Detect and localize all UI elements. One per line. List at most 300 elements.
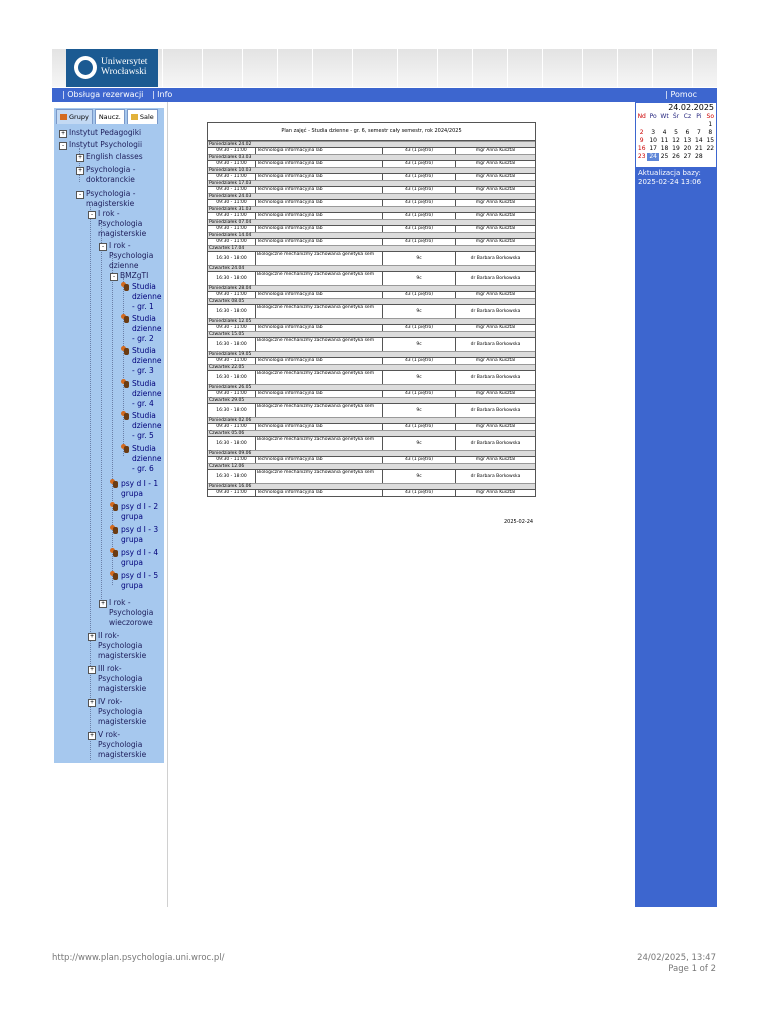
calendar-weekday: Nd [637, 113, 646, 120]
schedule-subject: Technologia informacyjna lab [255, 490, 382, 496]
schedule-subject: Technologia informacyjna lab [255, 161, 382, 167]
schedule-row[interactable] [208, 337, 535, 351]
schedule-room: 43 (1 piętro) [382, 161, 455, 167]
tree-node-label: IV rok- Psychologia magisterskie [98, 697, 147, 726]
group-icon [121, 411, 130, 420]
schedule-subject: Technologia informacyjna lab [255, 148, 382, 154]
schedule-day-header: Poniedziałek 24.03 [208, 193, 535, 199]
calendar-day[interactable]: 28 [695, 153, 703, 160]
tree-node-label: psy d I - 2 grupa [121, 502, 159, 521]
schedule-subject: Technologia informacyjna lab [255, 239, 382, 245]
calendar-current-date: 24.02.2025 [668, 103, 714, 112]
schedule-time: 09:30 - 11:00 [216, 358, 247, 363]
schedule-time: 16:30 - 18:00 [216, 441, 247, 446]
tree-node-i-rok-dzienne[interactable] [99, 241, 161, 271]
schedule-time: 09:30 - 11:00 [216, 292, 247, 297]
schedule-room: 9c [382, 470, 455, 483]
schedule-subject: Biologiczne mechanizmy zachowania genetyka sem [255, 272, 382, 285]
schedule-teacher: dr Barbara Borkowska [455, 371, 535, 384]
calendar-day[interactable]: 8 [708, 129, 713, 136]
tree-node-label: Psychologia - doktoranckie [86, 165, 136, 184]
schedule-room: 43 (1 piętro) [382, 358, 455, 364]
tree-node-bmzgti[interactable] [110, 271, 160, 281]
schedule-teacher: mgr Anna Kusztal [455, 213, 535, 219]
schedule-subject: Technologia informacyjna lab [255, 226, 382, 232]
schedule-day-header: Czwartek 05.06 [208, 430, 535, 436]
calendar-day[interactable]: 24 [649, 153, 657, 160]
schedule-teacher: mgr Anna Kusztal [455, 424, 535, 430]
calendar-weekday: Po [649, 113, 657, 120]
schedule-row[interactable] [208, 489, 535, 496]
expand-icon[interactable]: + [88, 666, 96, 674]
calendar-day[interactable]: 17 [649, 145, 657, 152]
schedule-day-header: Czwartek 22.05 [208, 364, 535, 370]
schedule-row[interactable] [208, 251, 535, 265]
calendar-day [705, 153, 716, 161]
schedule-time: 16:30 - 18:00 [216, 474, 247, 479]
group-icon [110, 479, 119, 488]
groups-sidebar [54, 108, 164, 763]
schedule-row[interactable] [208, 370, 535, 384]
schedule-room: 9c [382, 437, 455, 450]
banner-stripe [437, 49, 438, 87]
expand-icon[interactable]: + [76, 167, 84, 175]
tree-node-psychologia-magisterskie[interactable] [76, 189, 162, 209]
schedule-subject: Technologia informacyjna lab [255, 213, 382, 219]
schedule-row[interactable] [208, 173, 535, 180]
schedule-row[interactable] [208, 199, 535, 206]
schedule-room: 43 (1 piętro) [382, 226, 455, 232]
schedule-room: 9c [382, 338, 455, 351]
calendar-day[interactable]: 20 [683, 145, 692, 152]
schedule-room: 43 (1 piętro) [382, 239, 455, 245]
calendar-day[interactable]: 19 [672, 145, 680, 152]
calendar-day [682, 121, 693, 129]
footer-url: http://www.plan.psychologia.uni.wroc.pl/ [52, 953, 225, 963]
menu-help-link[interactable]: | Pomoc [665, 90, 697, 99]
calendar-day[interactable]: 21 [695, 145, 703, 152]
tab-rooms[interactable] [127, 109, 158, 124]
group-icon [121, 444, 130, 453]
tree-node-label: psy d I - 1 grupa [121, 479, 159, 498]
schedule-subject: Biologiczne mechanizmy zachowania genetyka sem [255, 437, 382, 450]
banner-stripe [352, 49, 353, 87]
expand-icon[interactable]: + [88, 732, 96, 740]
schedule-body [208, 141, 535, 496]
tree-node-label: Psychologia - magisterskie [86, 189, 136, 208]
schedule-time: 09:30 - 11:00 [216, 391, 247, 396]
calendar-day[interactable]: 6 [685, 129, 690, 136]
tree-node-gr-4[interactable] [121, 379, 161, 409]
schedule-subject: Technologia informacyjna lab [255, 457, 382, 463]
schedule-time: 16:30 - 18:00 [216, 375, 247, 380]
schedule-subject: Biologiczne mechanizmy zachowania genetyka sem [255, 470, 382, 483]
schedule-time: 16:30 - 18:00 [216, 342, 247, 347]
schedule-day-header: Czwartek 08.05 [208, 298, 535, 304]
calendar-day[interactable]: 18 [660, 145, 669, 152]
schedule-subject: Biologiczne mechanizmy zachowania genetyka sem [255, 305, 382, 318]
schedule-day-header: Poniedziałek 24.02 [208, 141, 535, 147]
schedule-teacher: mgr Anna Kusztal [455, 161, 535, 167]
tree-node-label: I rok - Psychologia wieczorowe [109, 598, 154, 627]
calendar-day [647, 121, 658, 129]
tree-node-psy-d-4[interactable] [110, 548, 160, 568]
calendar-day[interactable]: 16 [637, 145, 646, 152]
calendar-day [659, 121, 670, 129]
schedule-teacher: mgr Anna Kusztal [455, 226, 535, 232]
schedule-subject: Biologiczne mechanizmy zachowania genetyka sem [255, 404, 382, 417]
schedule-teacher: mgr Anna Kusztal [455, 292, 535, 298]
room-icon [131, 114, 138, 120]
banner-stripe [652, 49, 653, 87]
banner-stripe [542, 49, 543, 87]
calendar-day[interactable]: 13 [683, 137, 692, 144]
schedule-teacher: mgr Anna Kusztal [455, 325, 535, 331]
tree-node-label: Instytut Psychologii [69, 140, 143, 149]
schedule-day-header: Poniedziałek 03.03 [208, 154, 535, 160]
calendar-day [693, 121, 704, 129]
university-logo[interactable] [66, 49, 158, 87]
footer-page: Page 1 of 2 [668, 964, 716, 974]
calendar-day[interactable]: 4 [662, 129, 667, 136]
footer-info [637, 953, 716, 975]
top-menu-bar [52, 88, 717, 102]
schedule-time: 09:30 - 11:00 [216, 490, 247, 495]
schedule-day-header: Poniedziałek 26.05 [208, 384, 535, 390]
schedule-row[interactable] [208, 271, 535, 285]
banner-stripe [617, 49, 618, 87]
schedule-teacher: mgr Anna Kusztal [455, 457, 535, 463]
schedule-subject: Biologiczne mechanizmy zachowania genetyka sem [255, 371, 382, 384]
tab-groups[interactable] [56, 109, 93, 124]
tree-node-psy-d-3[interactable] [110, 525, 160, 545]
group-icon [121, 314, 130, 323]
tree-node-instytut-psychologii[interactable] [59, 140, 163, 150]
collapse-icon[interactable]: - [88, 211, 96, 219]
group-icon [110, 502, 119, 511]
schedule-row[interactable] [208, 436, 535, 450]
tree-node-label: English classes [86, 152, 143, 161]
tree-node-label: V rok- Psychologia magisterskie [98, 730, 147, 759]
schedule-day-header: Poniedziałek 17.03 [208, 180, 535, 186]
schedule-title: Plan zajęć - Studia dzienne - gr. 6, semestr cały semestr, rok 2024/2025 [208, 123, 535, 141]
schedule-teacher: mgr Anna Kusztal [455, 490, 535, 496]
schedule-time: 09:30 - 11:00 [216, 161, 247, 166]
schedule-row[interactable] [208, 160, 535, 167]
expand-icon[interactable]: + [59, 130, 67, 138]
schedule-room: 9c [382, 371, 455, 384]
expand-icon[interactable]: + [88, 633, 96, 641]
schedule-room: 43 (1 piętro) [382, 187, 455, 193]
schedule-room: 43 (1 piętro) [382, 457, 455, 463]
schedule-room: 43 (1 piętro) [382, 148, 455, 154]
schedule-day-header: Poniedziałek 31.03 [208, 206, 535, 212]
tree-connector [101, 221, 102, 601]
schedule-room: 43 (1 piętro) [382, 174, 455, 180]
expand-icon[interactable]: + [76, 154, 84, 162]
right-panel [635, 102, 717, 907]
group-icon [121, 346, 130, 355]
schedule-teacher: dr Barbara Borkowska [455, 272, 535, 285]
tree-node-gr-6[interactable] [121, 444, 161, 474]
schedule-row[interactable] [208, 291, 535, 298]
schedule-subject: Technologia informacyjna lab [255, 325, 382, 331]
sidebar-tabs [56, 109, 158, 124]
schedule-time: 16:30 - 18:00 [216, 256, 247, 261]
schedule-day-header: Poniedziałek 28.04 [208, 285, 535, 291]
menu-info-link[interactable]: | Info [151, 90, 173, 99]
schedule-room: 43 (1 piętro) [382, 424, 455, 430]
calendar-weekday: Śr [672, 113, 680, 120]
schedule-room: 9c [382, 272, 455, 285]
tree-node-instytut-pedagogiki[interactable] [59, 128, 163, 138]
calendar-day[interactable]: 12 [672, 137, 680, 144]
calendar-day [636, 121, 647, 129]
banner-stripe [472, 49, 473, 87]
db-update-info [638, 169, 701, 187]
schedule-time: 09:30 - 11:00 [216, 187, 247, 192]
schedule-teacher: mgr Anna Kusztal [455, 391, 535, 397]
schedule-room: 43 (1 piętro) [382, 490, 455, 496]
calendar-weekday: Wt [660, 113, 669, 120]
tree-node-v-rok[interactable] [88, 730, 162, 760]
schedule-time: 09:30 - 11:00 [216, 424, 247, 429]
schedule-room: 43 (1 piętro) [382, 391, 455, 397]
schedule-subject: Technologia informacyjna lab [255, 187, 382, 193]
collapse-icon[interactable]: - [110, 273, 118, 281]
schedule-subject: Biologiczne mechanizmy zachowania genetyka sem [255, 338, 382, 351]
schedule-teacher: dr Barbara Borkowska [455, 404, 535, 417]
db-update-label: Aktualizacja bazy: [638, 169, 701, 177]
calendar-day[interactable]: 10 [649, 137, 657, 144]
schedule-time: 09:30 - 11:00 [216, 457, 247, 462]
schedule-teacher: dr Barbara Borkowska [455, 305, 535, 318]
schedule-time: 09:30 - 11:00 [216, 213, 247, 218]
banner-stripe [507, 49, 508, 87]
collapse-icon[interactable]: - [59, 142, 67, 150]
banner-stripe [162, 49, 163, 87]
schedule-subject: Technologia informacyjna lab [255, 174, 382, 180]
group-icon [110, 548, 119, 557]
schedule-row[interactable] [208, 147, 535, 154]
tree-node-gr-1[interactable] [121, 282, 161, 312]
schedule-row[interactable] [208, 186, 535, 193]
tree-node-label: Studia dzienne - gr. 4 [132, 379, 162, 408]
tab-rooms-label: Sale [139, 113, 154, 121]
calendar-weekday: So [706, 113, 715, 120]
tree-node-gr-2[interactable] [121, 314, 161, 344]
tree-node-psy-d-1[interactable] [110, 479, 160, 499]
group-icon [121, 282, 130, 291]
group-icon [110, 571, 119, 580]
calendar-day[interactable]: 15 [706, 137, 715, 144]
tree-node-label: Studia dzienne - gr. 6 [132, 444, 162, 473]
schedule-time: 09:30 - 11:00 [216, 226, 247, 231]
schedule-day-header: Poniedziałek 19.05 [208, 351, 535, 357]
schedule-row[interactable] [208, 324, 535, 331]
calendar-day[interactable]: 5 [674, 129, 678, 136]
schedule-teacher: mgr Anna Kusztal [455, 239, 535, 245]
tree-node-label: Studia dzienne - gr. 1 [132, 282, 162, 311]
schedule-teacher: mgr Anna Kusztal [455, 358, 535, 364]
schedule-room: 9c [382, 252, 455, 265]
schedule-time: 16:30 - 18:00 [216, 309, 247, 314]
schedule-row[interactable] [208, 212, 535, 219]
group-icon [110, 525, 119, 534]
banner-stripe [202, 49, 203, 87]
schedule-table [207, 122, 536, 497]
db-update-value: 2025-02-24 13:06 [638, 178, 702, 186]
tree-node-label: Studia dzienne - gr. 5 [132, 411, 162, 440]
tree-node-i-rok-wieczorowe[interactable] [99, 598, 161, 628]
calendar-widget [635, 102, 717, 168]
tree-node-label: BMZgTI [120, 271, 149, 280]
schedule-day-header: Poniedziałek 07.04 [208, 219, 535, 225]
banner-stripe [397, 49, 398, 87]
schedule-room: 43 (1 piętro) [382, 325, 455, 331]
expand-icon[interactable]: + [99, 600, 107, 608]
tree-node-english-classes[interactable] [76, 152, 162, 162]
schedule-room: 43 (1 piętro) [382, 213, 455, 219]
schedule-row[interactable] [208, 456, 535, 463]
tree-node-iii-rok[interactable] [88, 664, 162, 694]
calendar-day [670, 121, 681, 129]
schedule-day-header: Poniedziałek 16.06 [208, 483, 535, 489]
calendar-day[interactable]: 14 [695, 137, 703, 144]
schedule-time: 09:30 - 11:00 [216, 200, 247, 205]
schedule-time: 16:30 - 18:00 [216, 276, 247, 281]
banner-stripe [277, 49, 278, 87]
tree-node-label: psy d I - 3 grupa [121, 525, 159, 544]
content-divider [167, 102, 168, 907]
schedule-teacher: dr Barbara Borkowska [455, 437, 535, 450]
calendar-day[interactable]: 3 [651, 129, 656, 136]
schedule-time: 09:30 - 11:00 [216, 148, 247, 153]
schedule-row[interactable] [208, 390, 535, 397]
calendar-day[interactable]: 9 [639, 137, 644, 144]
schedule-teacher: mgr Anna Kusztal [455, 200, 535, 206]
schedule-day-header: Poniedziałek 10.03 [208, 167, 535, 173]
tree-node-psychologia-doktoranckie[interactable] [76, 165, 162, 185]
logo-line-1: Uniwersytet [101, 57, 148, 67]
schedule-teacher: mgr Anna Kusztal [455, 187, 535, 193]
tree-node-psy-d-2[interactable] [110, 502, 160, 522]
tree-node-gr-5[interactable] [121, 411, 161, 441]
schedule-room: 9c [382, 404, 455, 417]
tab-groups-label: Grupy [69, 113, 89, 121]
schedule-date: 2025-02-24 [504, 519, 534, 525]
schedule-room: 43 (1 piętro) [382, 200, 455, 206]
schedule-time: 09:30 - 11:00 [216, 239, 247, 244]
university-seal-icon [74, 56, 97, 79]
calendar-day[interactable]: 7 [696, 129, 701, 136]
schedule-day-header: Czwartek 12.06 [208, 463, 535, 469]
calendar-day[interactable]: 26 [672, 153, 680, 160]
schedule-day-header: Czwartek 29.05 [208, 397, 535, 403]
schedule-day-header: Poniedziałek 12.05 [208, 318, 535, 324]
tree-node-i-rok-magisterskie[interactable] [88, 209, 162, 239]
schedule-day-header: Poniedziałek 02.06 [208, 417, 535, 423]
collapse-icon[interactable]: - [76, 191, 84, 199]
logo-text [101, 57, 147, 77]
logo-line-2: Wrocławski [101, 67, 147, 77]
groups-icon [60, 114, 67, 120]
schedule-row[interactable] [208, 225, 535, 232]
schedule-subject: Biologiczne mechanizmy zachowania genetyka sem [255, 252, 382, 265]
calendar-day[interactable]: 2 [639, 129, 644, 136]
schedule-teacher: dr Barbara Borkowska [455, 338, 535, 351]
menu-reservations-link[interactable]: | Obsługa rezerwacji [62, 90, 144, 99]
schedule-subject: Technologia informacyjna lab [255, 358, 382, 364]
schedule-day-header: Czwartek 17.04 [208, 245, 535, 251]
tree-node-gr-3[interactable] [121, 346, 161, 376]
calendar-day[interactable]: 11 [660, 137, 669, 144]
banner-stripe [242, 49, 243, 87]
schedule-day-header: Czwartek 15.05 [208, 331, 535, 337]
schedule-room: 9c [382, 305, 455, 318]
tree-node-ii-rok[interactable] [88, 631, 162, 661]
tree-node-label: I rok - Psychologia magisterskie [98, 209, 147, 238]
schedule-room: 43 (1 piętro) [382, 292, 455, 298]
schedule-row[interactable] [208, 357, 535, 364]
schedule-time: 09:30 - 11:00 [216, 325, 247, 330]
schedule-row[interactable] [208, 423, 535, 430]
schedule-row[interactable] [208, 403, 535, 417]
calendar-weekday: Cz [683, 113, 692, 120]
schedule-day-header: Czwartek 24.04 [208, 265, 535, 271]
calendar-day[interactable]: 22 [706, 145, 715, 152]
tree-node-label: Studia dzienne - gr. 2 [132, 314, 162, 343]
calendar-day[interactable]: 27 [683, 153, 692, 160]
collapse-icon[interactable]: - [99, 243, 107, 251]
tab-teachers[interactable] [95, 109, 125, 124]
schedule-day-header: Poniedziałek 09.06 [208, 450, 535, 456]
banner-stripe [312, 49, 313, 87]
calendar-day[interactable]: 1 [708, 121, 713, 128]
schedule-time: 16:30 - 18:00 [216, 408, 247, 413]
tree-node-iv-rok[interactable] [88, 697, 162, 727]
expand-icon[interactable]: + [88, 699, 96, 707]
group-icon [121, 379, 130, 388]
tree-node-label: I rok - Psychologia dzienne [109, 241, 154, 270]
tree-node-label: II rok- Psychologia magisterskie [98, 631, 147, 660]
schedule-teacher: mgr Anna Kusztal [455, 174, 535, 180]
schedule-day-header: Poniedziałek 14.04 [208, 232, 535, 238]
tree-node-label: Studia dzienne - gr. 3 [132, 346, 162, 375]
calendar-weekday: Pi [696, 113, 702, 120]
schedule-row[interactable] [208, 469, 535, 483]
schedule-teacher: mgr Anna Kusztal [455, 148, 535, 154]
schedule-teacher: dr Barbara Borkowska [455, 252, 535, 265]
tree-node-psy-d-5[interactable] [110, 571, 160, 591]
tree-node-label: psy d I - 5 grupa [121, 571, 159, 590]
schedule-row[interactable] [208, 238, 535, 245]
schedule-teacher: dr Barbara Borkowska [455, 470, 535, 483]
banner-stripe [692, 49, 693, 87]
calendar-grid [636, 113, 716, 161]
schedule-subject: Technologia informacyjna lab [255, 424, 382, 430]
schedule-subject: Technologia informacyjna lab [255, 292, 382, 298]
schedule-time: 09:30 - 11:00 [216, 174, 247, 179]
tree-node-label: Instytut Pedagogiki [69, 128, 142, 137]
tree-node-label: III rok- Psychologia magisterskie [98, 664, 147, 693]
schedule-row[interactable] [208, 304, 535, 318]
schedule-subject: Technologia informacyjna lab [255, 391, 382, 397]
footer-datetime: 24/02/2025, 13:47 [637, 953, 716, 963]
tab-teachers-label: Naucz. [98, 113, 121, 121]
calendar-day[interactable]: 23 [637, 153, 646, 160]
calendar-day[interactable]: 25 [660, 153, 669, 160]
